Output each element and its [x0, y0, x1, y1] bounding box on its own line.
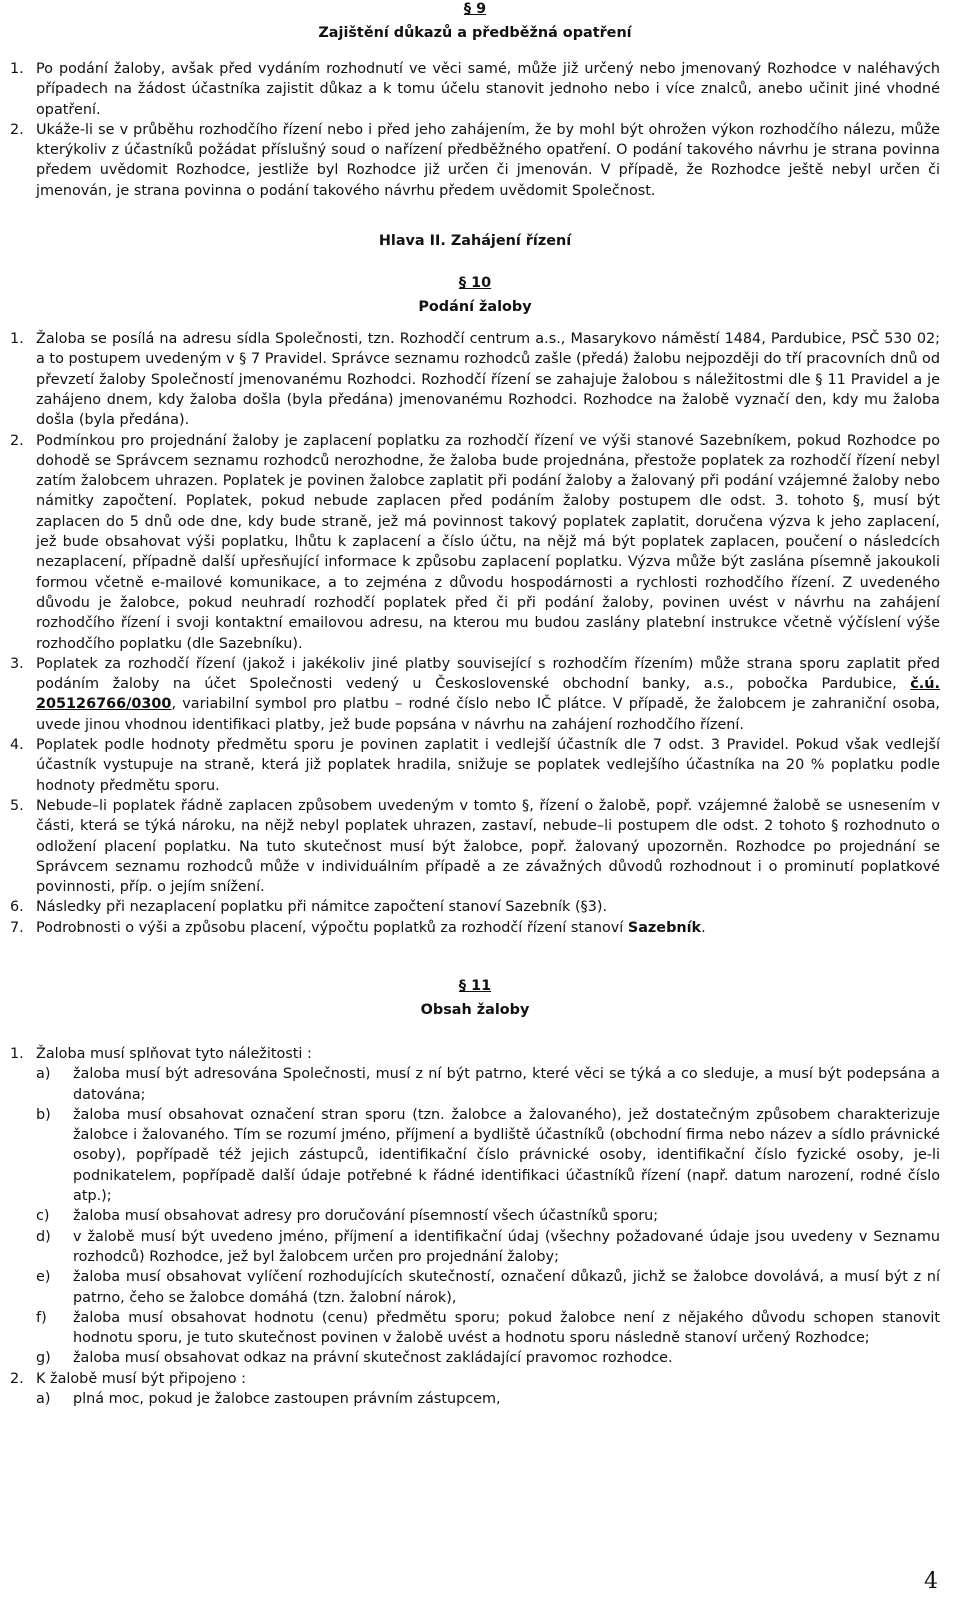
item-number: 4.: [10, 737, 24, 754]
sublist-item: [36, 1389, 940, 1409]
page-number: 4: [924, 1569, 938, 1594]
item-number: 2.: [10, 1370, 24, 1387]
text-run: Podrobnosti o výši a způsobu placení, výpočtu poplatků za rozhodčí řízení stanoví: [36, 919, 628, 936]
item-number: 7.: [10, 919, 24, 936]
section-11-heading: [10, 974, 940, 1022]
section-title: Obsah žaloby: [420, 1001, 530, 1018]
item-letter: d): [36, 1228, 51, 1245]
list-item: [10, 1044, 940, 1064]
sublist-item: [36, 1064, 940, 1105]
item-text: žaloba musí obsahovat vylíčení rozhodujících skutečností, označení důkazů, jichž se žalobce dovolává, a musí být z ní patrno, čeho se žalobce domáhá (tzn. žalobní nárok),: [73, 1269, 940, 1306]
item-text: Poplatek podle hodnoty předmětu sporu je povinen zaplatit i vedlejší účastník dle 7 odst. 3 Pravidel. Pokud však vedlejší účastník vystupuje na straně, která již poplatek hradila, snižuje se poplatek vedlejšího účastníka na 20 % poplatku podle hodnoty předmětu sporu.: [36, 737, 940, 794]
item-letter: b): [36, 1106, 51, 1123]
list-item: [10, 59, 940, 120]
section-11-list: [10, 1044, 940, 1409]
section-title: Podání žaloby: [418, 299, 532, 316]
section-9-heading: [10, 0, 940, 45]
sublist-item: [36, 1267, 940, 1308]
document-page: [10, 0, 940, 1409]
list-item: [10, 1369, 940, 1389]
sazebnik-term: Sazebník: [627, 919, 702, 936]
list-item: [10, 735, 940, 796]
list-item: [10, 120, 940, 201]
list-item: [10, 654, 940, 735]
item-text: Žaloba se posílá na adresu sídla Společnosti, tzn. Rozhodčí centrum a.s., Masarykovo náměstí 1484, Pardubice, PSČ 530 02; a to postupem uvedeným v § 7 Pravidel. Správce seznamu rozhodců zašle (předá) žalobu nejpozději do tří pracovních dnů od převzetí žaloby Společností jmenovanému Rozhodci. Rozhodčí řízení se zahajuje žalobou s náležitostmi dle § 11 Pravidel a je zahájeno dnem, kdy žaloba došla (byla předána) jmenovanému Rozhodci. Rozhodce na žalobě vyznačí den, kdy mu žaloba došla (byla předána).: [36, 331, 940, 429]
item-text: žaloba musí obsahovat odkaz na právní skutečnost zakládající pravomoc rozhodce.: [73, 1350, 673, 1367]
item-text: v žalobě musí být uvedeno jméno, příjmení a identifikační údaj (všechny požadované údaje jsou uvedeny v Seznamu rozhodců) Rozhodce, jež byl žalobcem určen pro projednání žaloby;: [73, 1228, 940, 1265]
section-number: § 11: [458, 977, 492, 994]
item-letter: c): [36, 1208, 50, 1225]
chapter-heading: Hlava II. Zahájení řízení: [378, 233, 572, 250]
item-number: 1.: [10, 61, 24, 77]
item-text: žaloba musí obsahovat hodnotu (cenu) předmětu sporu; pokud žalobce není z nějakého důvodu schopen stanovit hodnotu sporu, je tuto skutečnost povinen v žalobě uvést a hodnotu sporu následně stanoví určený Rozhodce;: [73, 1309, 940, 1347]
item-text: Následky při nezaplacení poplatku při námitce započtení stanoví Sazebník (§3).: [36, 899, 608, 916]
section-number: § 10: [458, 275, 492, 292]
sublist: [10, 1389, 940, 1409]
list-item: [10, 918, 940, 938]
list-item: [10, 329, 940, 430]
item-text: K žalobě musí být připojeno :: [36, 1370, 247, 1387]
item-text: [36, 654, 940, 735]
item-number: 1.: [10, 1045, 24, 1062]
text-run: , variabilní symbol pro platbu – rodné číslo nebo IČ plátce. V případě, že žalobcem je zahraniční osoba, uvede jinou vhodnou identifikaci platby, jež bude popsána v návrhu na zahájení rozhodčího řízení.: [36, 696, 940, 733]
item-text: Po podání žaloby, avšak před vydáním rozhodnutí ve věci samé, může již určený nebo jmenovaný Rozhodce v naléhavých případech na žádost účastníka zajistit důkaz a k tomu účelu stanovit jednoho nebo i více znalců, anebo učinit jiné vhodné opatření.: [36, 61, 940, 118]
item-number: 2.: [10, 121, 24, 138]
sublist-item: [36, 1206, 940, 1226]
text-run: Poplatek za rozhodčí řízení (jakož i jakékoliv jiné platby související s rozhodčím řízením) může strana sporu zaplatit před podáním žaloby na účet Společnosti vedený u Československé obchodní banky, a.s., pobočka Pardubice,: [36, 655, 940, 693]
item-number: 2.: [10, 432, 24, 449]
item-text: žaloba musí být adresována Společnosti, musí z ní být patrno, které věci se týká a co sleduje, a musí být podepsána a datována;: [73, 1066, 940, 1103]
section-10-list: [10, 329, 940, 938]
sublist-item: [36, 1227, 940, 1268]
item-letter: a): [36, 1391, 51, 1408]
section-9-list: [10, 59, 940, 201]
item-letter: g): [36, 1350, 51, 1367]
item-letter: f): [36, 1309, 47, 1326]
item-number: 5.: [10, 797, 24, 814]
sublist-item: [36, 1308, 940, 1349]
sublist-item: [36, 1348, 940, 1368]
item-text: žaloba musí obsahovat označení stran sporu (tzn. žalobce a žalovaného), jež dostatečným způsobem charakterizuje žalobce i žalovaného. Tím se rozumí jméno, příjmení a bydliště účastníků (obchodní firma nebo název a sídlo právnické osoby), popřípadě též jejich zástupců, identifikační číslo právnické osoby, identifikační číslo fyzické osoby, je-li podnikatelem, popřípadě další údaje potřebné k řádné identifikaci účastníků řízení (např. datum narození, rodné číslo atp.);: [73, 1106, 940, 1205]
list-item: [10, 431, 940, 654]
list-item: [10, 897, 940, 917]
item-number: 3.: [10, 655, 24, 672]
item-text: Podmínkou pro projednání žaloby je zaplacení poplatku za rozhodčí řízení ve výši stanové Sazebníkem, pokud Rozhodce po dohodě se Správcem seznamu rozhodců nerozhodne, že žaloba bude projednána, přestože poplatek za rozhodčí řízení nebyl zatím žalobcem uhrazen. Poplatek je povinen žalobce zaplatit při podání žaloby a žalovaný při podání vzájemné žaloby nebo námitky započtení. Poplatek, pokud nebude zaplacen před podáním žaloby postupem dle odst. 3. tohoto §, musí být zaplacen do 5 dnů ode dne, kdy bude straně, jež má povinnost takový poplatek zaplatit, doručena výzva k jeho zaplacení, jež bude obsahovat výši poplatku, lhůtu k zaplacení a číslo účtu, na nějž má být poplatek zaplacen, poučení o následcích nezaplacení, případně další upřesňující informace k způsobu zaplacení poplatku. Výzva může být zaslána písemně jakoukoli formou včetně e-mailové komunikace, a to zejména z důvodu hospodárnosti a rychlosti rozhodčího řízení. Z uvedeného důvodu je žalobce, pokud neuhradí rozhodčí poplatek před či při podání žaloby, povinen uvést v návrhu na zahájení rozhodčího řízení i svoji kontaktní emailovou adresu, na kterou mu budou zaslány platební instrukce včetně výčíslení výše rozhodčího poplatku (dle Sazebníku).: [36, 432, 940, 652]
item-letter: e): [36, 1269, 51, 1286]
item-text: žaloba musí obsahovat adresy pro doručování písemností všech účastníků sporu;: [73, 1208, 659, 1225]
item-text: Ukáže-li se v průběhu rozhodčího řízení nebo i před jeho zahájením, že by mohl být ohrožen výkon rozhodčího nálezu, může kterýkoliv z účastníků požádat příslušný soud o nařízení předběžného opatření. O podání takového návrhu je strana povinna předem uvědomit Rozhodce, jestliže byl Rozhodce již určen či jmenován. V případě, že Rozhodce ještě nebyl určen či jmenován, je strana povinna o podání takového návrhu předem uvědomit Společnost.: [36, 121, 940, 199]
text-run: .: [701, 919, 706, 936]
section-number: § 9: [463, 1, 487, 17]
item-text: Žaloba musí splňovat tyto náležitosti :: [36, 1045, 312, 1062]
sublist: [10, 1064, 940, 1368]
item-text: [36, 918, 940, 938]
sublist-item: [36, 1105, 940, 1206]
item-number: 6.: [10, 899, 24, 916]
item-letter: a): [36, 1066, 51, 1083]
item-number: 1.: [10, 331, 24, 348]
section-title: Zajištění důkazů a předběžná opatření: [318, 25, 632, 41]
section-10-heading: [10, 271, 940, 319]
account-number: č.ú. 205126766/0300: [36, 676, 940, 713]
item-text: plná moc, pokud je žalobce zastoupen právním zástupcem,: [73, 1391, 501, 1408]
list-item: [10, 796, 940, 897]
item-text: Nebude–li poplatek řádně zaplacen způsobem uvedeným v tomto §, řízení o žalobě, popř. vzájemné žalobě se usnesením v části, která se týká nároku, na nějž nebyl poplatek uhrazen, zastaví, nebude–li postupem dle odst. 2 tohoto § rozhodnuto o odložení placení poplatku. Na tuto skutečnost musí být žalobce, popř. žalovaný upozorněn. Rozhodce po projednání se Správcem seznamu rozhodců může v individuálním případě a ze závažných důvodů rozhodnout i o prominutí poplatkové povinnosti, příp. o jejím snížení.: [36, 797, 940, 896]
